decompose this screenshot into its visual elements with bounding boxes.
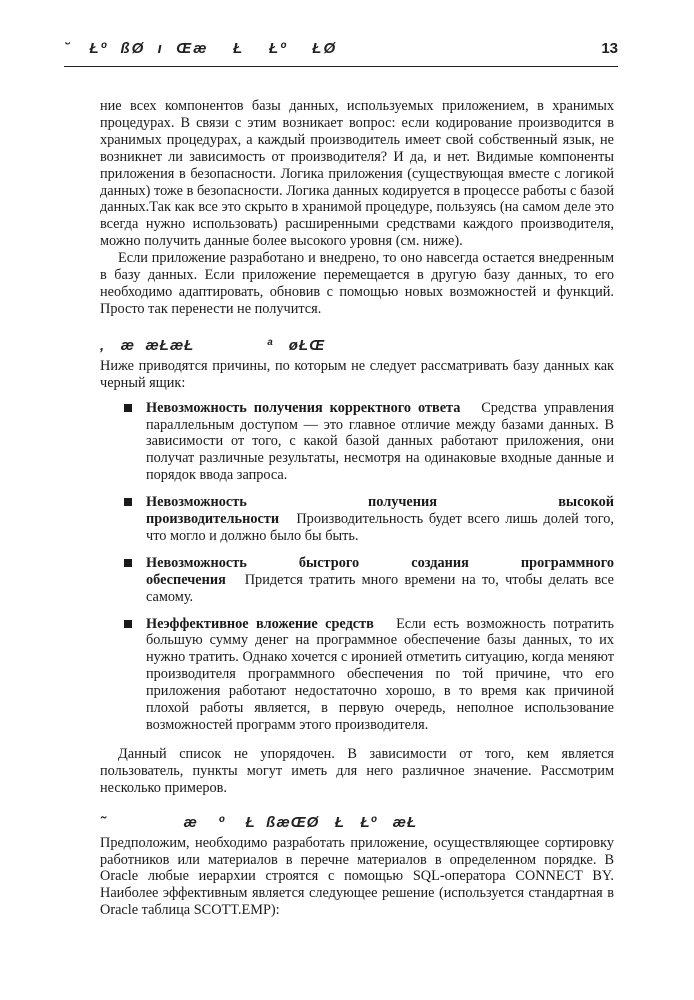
bullet-icon xyxy=(124,559,132,567)
item-title: Неэффективное вложение средств xyxy=(146,615,374,632)
page-number: 13 xyxy=(601,40,618,57)
paragraph: Данный список не упорядочен. В зависимости от того, кем является пользователь, пункты могут иметь для него различное значение. Рассмотрим несколько примеров. xyxy=(100,745,614,796)
paragraph: Ниже приводятся причины, по которым не следует рассматривать базу данных как черный ящик: xyxy=(100,357,614,391)
bullet-icon xyxy=(124,404,132,412)
item-title: Невозможность получения корректного ответа xyxy=(146,399,461,416)
list-item xyxy=(100,494,614,545)
reasons-list xyxy=(100,400,614,734)
bullet-icon xyxy=(124,620,132,628)
section-heading: ‚ æ æŁæŁ ª øŁŒ xyxy=(100,336,326,354)
item-title: Невозможность быстрого создания программного обеспечения xyxy=(146,554,614,588)
page-body xyxy=(100,98,614,919)
item-title: Невозможность получения высокой производительности xyxy=(146,494,614,528)
item-text: Если есть возможность потратить большую сумму денег на программное обеспечение базы данных, то их нужно тратить. Однако хочется с иронией отметить ситуацию, когда меняют производителя программного обеспечения по той причине, что его приложения работают недостаточно хорошо, в то время как причиной плохой работы является, в первую очередь, неполное использование возможностей программ этого производителя. xyxy=(146,615,614,733)
item-text: Придется тратить много времени на то, чтобы делать все самому. xyxy=(146,571,614,605)
item-text: Средства управления параллельным доступом — это главное отличие между базами данных. В зависимости от того, с какой базой данных работают приложения, они получат различные результаты, несмотря на одинаковые входные данные и порядок ввода запроса. xyxy=(146,399,614,484)
paragraph: Если приложение разработано и внедрено, то оно навсегда остается внедренным в базу данных. Если приложение перемещается в другую базу данных, то его необходимо адаптировать, обновив с помощью новых возможностей и функций. Просто так перенести не получится. xyxy=(100,250,614,317)
paragraph: ние всех компонентов базы данных, используемых приложением, в хранимых процедурах. В связи с этим возникает вопрос: если кодирование производится в хранимых процедурах, а каждый производитель имеет свой собственный язык, не возникнет ли зависимость от производителя? И да, и нет. Видимые компоненты приложения в безопасности. Логика приложения (существующая вместе с логикой данных) тоже в безопасности. Логика данных кодируется в процессе работы с базой данных.Так как все это скрыто в хранимой процедуре, пользуясь (на самом деле это всегда нужно использовать) расширенными средствами каждого производителя, можно получить данные более высокого уровня (см. ниже). xyxy=(100,98,614,250)
bullet-icon xyxy=(124,498,132,506)
list-item xyxy=(100,400,614,485)
running-header xyxy=(64,38,618,67)
item-text: Производительность будет всего лишь долей того, что могло и должно было бы быть. xyxy=(146,511,614,544)
paragraph: Предположим, необходимо разработать приложение, осуществляющее сортировку работников или материалов в перечне материалов в определенном порядке. В Oracle любые иерархии строятся с помощью SQL-оператора CONNECT BY. Наиболее эффективным является следующее решение (используется стандартная в Oracle таблица SCOTT.EMP): xyxy=(100,834,614,919)
section-heading: ˜ æ º Ł ßæŒØ Ł Łº æŁ xyxy=(100,813,418,831)
header-title: ˘ Łº ßØ ı Œæ Ł Łº ŁØ xyxy=(64,40,338,57)
list-item xyxy=(100,555,614,606)
list-item xyxy=(100,616,614,734)
